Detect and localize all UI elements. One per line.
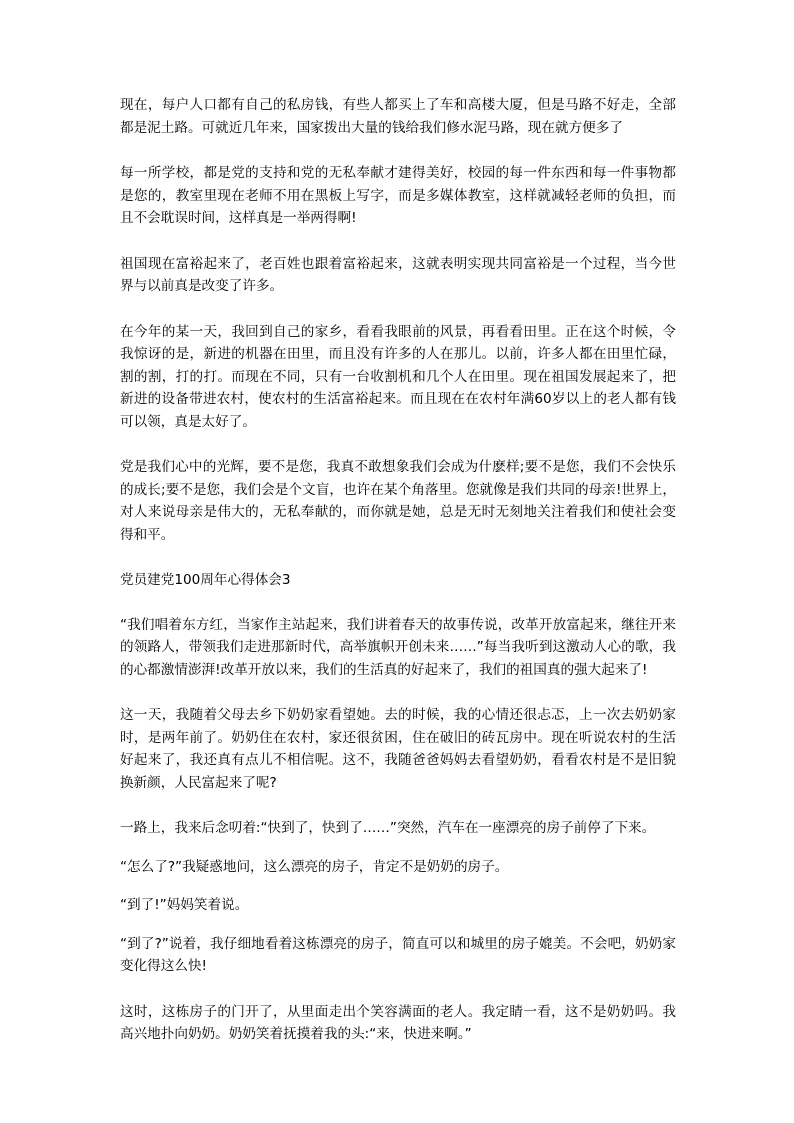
paragraph-school: 每一所学校，都是党的支持和党的无私奉献才建得美好，校园的每一件东西和每一件事物都是您的，教室里现在老师不用在黑板上写字，而是多媒体教室，这样就减轻老师的负担，而且不会耽误时间，这样真是一举两得啊! <box>120 165 676 226</box>
paragraph-house: “到了?”说着，我仔细地看着这栋漂亮的房子，简直可以和城里的房子媲美。不会吧，奶奶家变化得这么快! <box>120 935 676 974</box>
paragraph-hometown: 在今年的某一天，我回到自己的家乡，看看我眼前的风景，再看看田里。正在这个时候，令我惊讶的是，新进的机器在田里，而且没有许多的人在那儿。以前，许多人都在田里忙碌，割的割，打的打。而现在不同，只有一台收割机和几个人在田里。现在祖国发展起来了，把新进的设备带进农村，使农村的生活富裕起来。而且现在在农村年满60岁以上的老人都有钱可以领，真是太好了。 <box>120 323 676 430</box>
paragraph-party: 党是我们心中的光辉，要不是您，我真不敢想象我们会成为什麽样;要不是您，我们不会快乐的成长;要不是您，我们会是个文盲，也许在某个角落里。您就像是我们共同的母亲!世界上，对人来说母亲是伟大的，无私奉献的，而你就是她，总是无时无刻地关注着我们和使社会变得和平。 <box>120 459 676 543</box>
paragraph-question: “怎么了?”我疑惑地问，这么漂亮的房子，肯定不是奶奶的房子。 <box>120 858 509 875</box>
paragraph-roads: 现在，每户人口都有自己的私房钱，有些人都买上了车和高楼大厦，但是马路不好走，全部都是泥土路。可就近几年来，国家拨出大量的钱给我们修水泥马路，现在就方便多了 <box>120 97 676 136</box>
paragraph-visit: 这一天，我随着父母去乡下奶奶家看望她。去的时候，我的心情还很忐忑，上一次去奶奶家时，是两年前了。奶奶住在农村，家还很贫困，住在破旧的砖瓦房中。现在听说农村的生活好起来了，我还真有点儿不相信呢。这不，我随爸爸妈妈去看望奶奶，看看农村是不是旧貌换新颜，人民富起来了呢? <box>120 707 676 791</box>
paragraph-arrived: “到了!”妈妈笑着说。 <box>120 897 249 913</box>
section-title: 党员建党100周年心得体会3 <box>120 572 291 588</box>
document-page <box>120 94 676 1069</box>
paragraph-song: “我们唱着东方红，当家作主站起来，我们讲着春天的故事传说，改革开放富起来，继往开来的领路人，带领我们走进那新时代，高举旗帜开创未来……”每当我听到这激动人心的歌，我的心都激情澎湃!改革开放以来，我们的生活真的好起来了，我们的祖国真的强大起来了! <box>120 616 676 678</box>
paragraph-road-trip: 一路上，我来后念叨着:“快到了，快到了……”突然，汽车在一座漂亮的房子前停了下来。 <box>120 820 656 836</box>
paragraph-grandma: 这时，这栋房子的门开了，从里面走出个笑容满面的老人。我定睛一看，这不是奶奶吗。我高兴地扑向奶奶。奶奶笑着抚摸着我的头:“来，快进来啊。” <box>120 1003 676 1042</box>
paragraph-prosperity: 祖国现在富裕起来了，老百姓也跟着富裕起来，这就表明实现共同富裕是一个过程，当今世界与以前真是改变了许多。 <box>120 255 676 294</box>
